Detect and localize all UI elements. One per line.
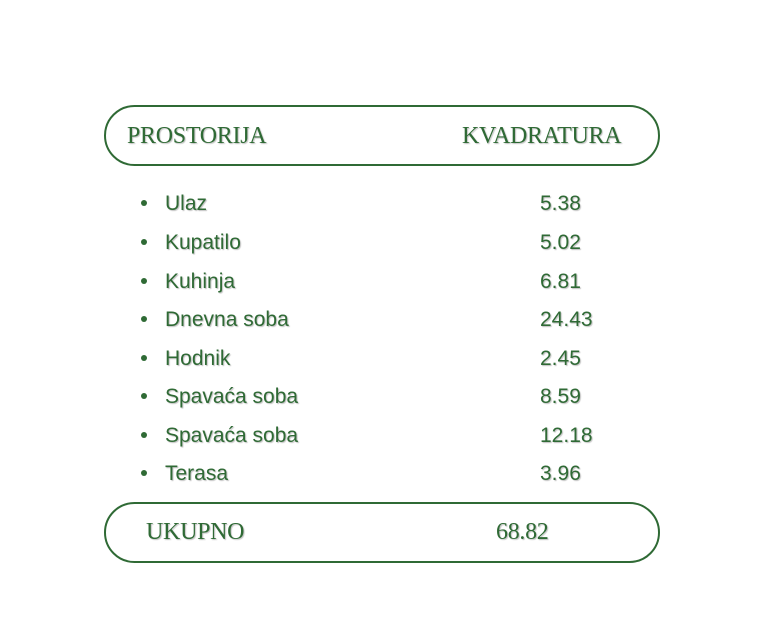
room-row	[0, 424, 768, 448]
room-name: Ulaz	[165, 192, 208, 215]
total-label: UKUPNO	[146, 519, 245, 545]
room-area: 12.18	[540, 424, 593, 447]
room-row	[0, 192, 768, 216]
room-area: 3.96	[540, 462, 581, 485]
bullet-dot	[141, 200, 147, 206]
total-value: 68.82	[496, 519, 549, 545]
room-name: Kuhinja	[165, 270, 236, 293]
bullet-dot	[141, 239, 147, 245]
bullet-dot	[141, 470, 147, 476]
room-column-header: PROSTORIJA	[127, 123, 267, 149]
room-area: 24.43	[540, 308, 593, 331]
room-area: 6.81	[540, 270, 581, 293]
room-name: Terasa	[165, 462, 229, 485]
room-row	[0, 308, 768, 332]
bullet-dot	[141, 316, 147, 322]
room-row	[0, 231, 768, 255]
area-column-header: KVADRATURA	[462, 123, 622, 149]
bullet-dot	[141, 393, 147, 399]
room-row	[0, 385, 768, 409]
room-name: Spavaća soba	[165, 424, 299, 447]
room-name: Spavaća soba	[165, 385, 299, 408]
bullet-dot	[141, 278, 147, 284]
bullet-dot	[141, 355, 147, 361]
bullet-dot	[141, 432, 147, 438]
room-area: 5.02	[540, 231, 581, 254]
room-row	[0, 462, 768, 486]
room-area: 5.38	[540, 192, 581, 215]
room-area: 8.59	[540, 385, 581, 408]
room-name: Kupatilo	[165, 231, 241, 254]
room-row	[0, 270, 768, 294]
room-area: 2.45	[540, 347, 581, 370]
room-name: Hodnik	[165, 347, 231, 370]
room-row	[0, 347, 768, 371]
room-name: Dnevna soba	[165, 308, 289, 331]
